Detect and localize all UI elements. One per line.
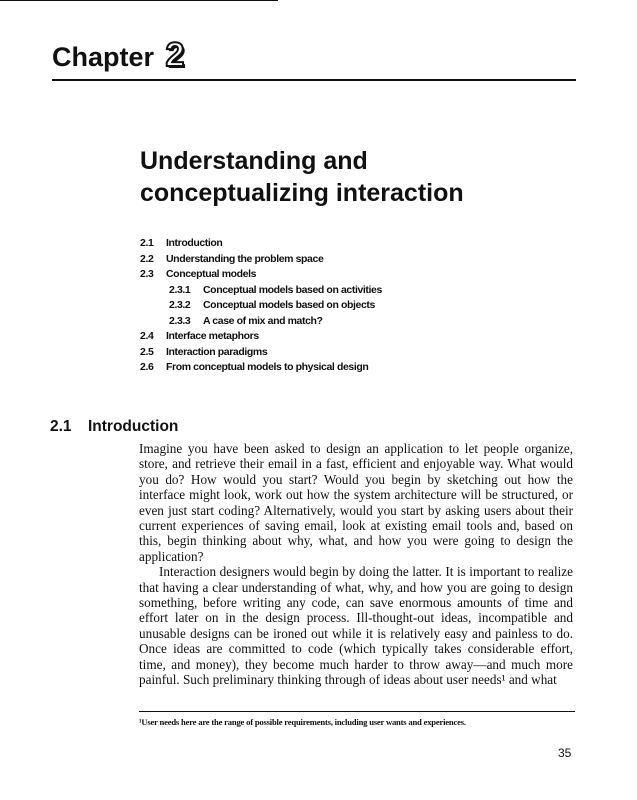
chapter-heading (52, 36, 184, 75)
toc-entry-text: Interaction paradigms (166, 345, 268, 358)
top-left-rule (0, 0, 278, 1)
section-heading (50, 418, 178, 436)
chapter-number: 2 (165, 36, 185, 74)
toc-subentry (140, 314, 580, 330)
toc-entry (140, 360, 580, 376)
body-text (139, 441, 573, 688)
toc-entry-number: 2.3.3 (169, 314, 191, 327)
toc-entry-text: From conceptual models to physical design (166, 361, 369, 373)
toc-entry-number: 2.3 (140, 268, 154, 280)
footnote: ¹User needs here are the range of possible requirements, including user wants and experiences. (139, 717, 466, 727)
toc-entry (140, 329, 580, 345)
toc-entry-text: Interface metaphors (166, 330, 259, 342)
toc-entry (140, 236, 580, 252)
page-number: 35 (558, 746, 572, 760)
section-title: Introduction (88, 418, 179, 435)
toc-entry-number: 2.1 (140, 237, 154, 249)
chapter-title-line-2: conceptualizing interaction (140, 179, 464, 207)
toc-entry-number: 2.3.1 (169, 283, 191, 296)
chapter-label: Chapter (52, 42, 155, 72)
chapter-title (140, 145, 610, 209)
toc-entry-number: 2.5 (140, 345, 154, 358)
toc-entry (140, 345, 580, 361)
toc-subentry (140, 283, 580, 299)
toc-entry-text: Conceptual models based on activities (203, 283, 382, 296)
toc-subentry (140, 298, 580, 314)
toc-entry (140, 252, 580, 268)
chapter-rule (52, 79, 576, 81)
toc-entry-number: 2.3.2 (169, 299, 191, 311)
chapter-title-line-1: Understanding and (140, 147, 368, 175)
paragraph: Interaction designers would begin by doing the latter. It is important to realize that having a clear understanding of what, why, and how you are going to design something, before writing any code, can save enormous amounts of time and effort later on in the design process. Ill-thought-out ideas, incompatible and unusable designs can be ironed out while it is relatively easy and painless to do. Once ideas are committed to code (which typically takes considerable effort, time, and money), they become much harder to throw away—and much more painful. Such preliminary thinking through of ideas about user needs¹ and what (139, 564, 573, 688)
footnote-rule (139, 711, 575, 712)
toc-entry-number: 2.6 (140, 361, 154, 373)
toc-entry-text: Conceptual models based on objects (203, 299, 375, 311)
toc-entry-text: Introduction (166, 237, 223, 249)
section-number: 2.1 (50, 418, 72, 435)
toc-entry-number: 2.2 (140, 252, 154, 265)
toc-entry-text: Understanding the problem space (166, 252, 324, 265)
table-of-contents (140, 236, 580, 376)
toc-entry (140, 267, 580, 283)
toc-entry-number: 2.4 (140, 330, 154, 342)
paragraph: Imagine you have been asked to design an application to let people organize, store, and retrieve their email in a fast, efficient and enjoyable way. What would you do? How would you start? Would you begin by sketching out how the interface might look, work out how the system architecture will be structured, or even just start coding? Alternatively, would you start by asking users about their current experiences of saving email, look at existing email tools and, based on this, begin thinking about why, what, and how you were going to design the application? (139, 441, 573, 564)
toc-entry-text: A case of mix and match? (203, 314, 323, 327)
toc-entry-text: Conceptual models (166, 268, 257, 280)
